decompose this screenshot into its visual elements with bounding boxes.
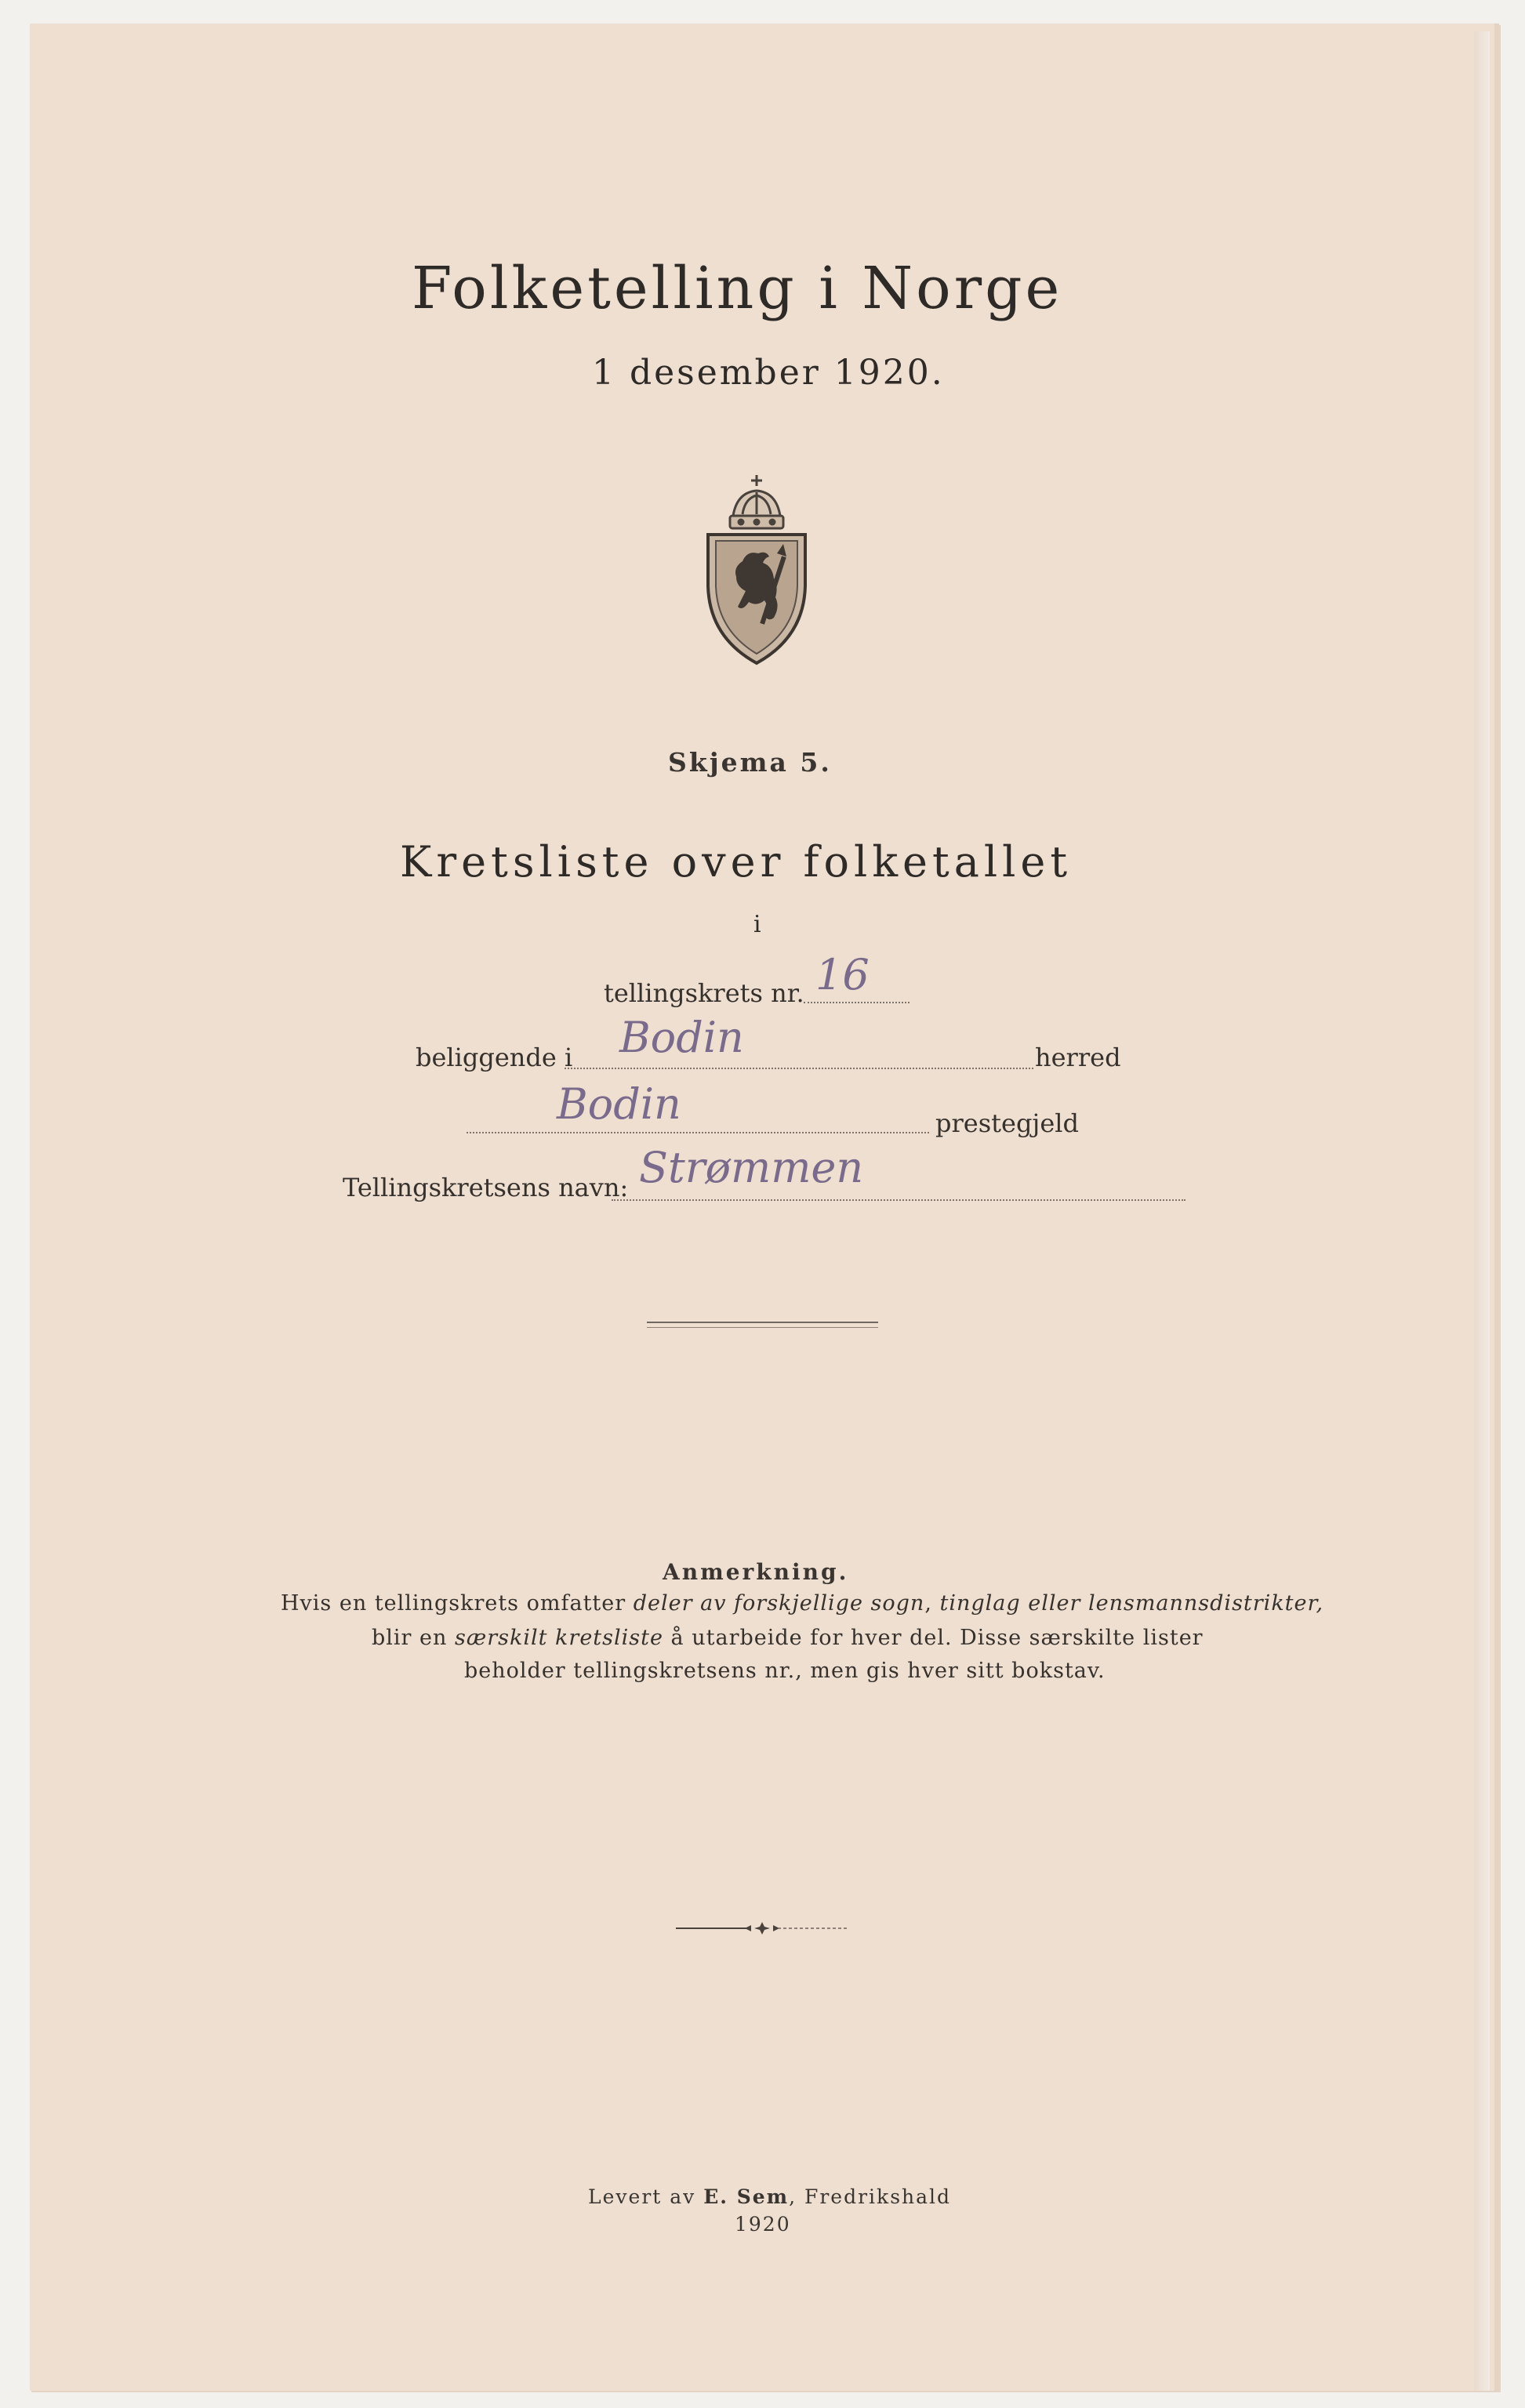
preposition-label: i (753, 911, 761, 938)
form-subtitle: Kretsliste over folketallet (400, 837, 1073, 887)
note-line-2 (372, 1626, 1204, 1650)
parish-value: Bodin (557, 1079, 681, 1129)
district-name-label: Tellingskretsens navn: (343, 1173, 629, 1202)
note-line-1 (281, 1591, 1323, 1616)
note-text: Hvis en tellingskrets omfatter (281, 1591, 634, 1616)
district-number-value: 16 (815, 950, 870, 999)
printer-year: 1920 (735, 2213, 791, 2236)
district-name-line (612, 1199, 1186, 1201)
schema-label: Skjema 5. (668, 747, 832, 778)
document-date: 1 desember 1920. (592, 353, 945, 393)
located-value: Bodin (619, 1013, 744, 1062)
printer-credit (588, 2185, 951, 2208)
district-name-value: Strømmen (639, 1143, 864, 1192)
note-line-3: beholder tellingskretsens nr., men gis hver sitt bokstav. (464, 1659, 1106, 1683)
parish-line (467, 1132, 929, 1133)
located-label: beliggende i (416, 1043, 573, 1072)
note-text: , (924, 1591, 940, 1616)
note-emphasis: tinglag eller lensmannsdistrikter, (939, 1591, 1324, 1616)
separator-rule-thin (647, 1327, 878, 1328)
note-emphasis: særskilt kretsliste (455, 1626, 663, 1650)
note-text: å utarbeide for hver del. Disse særskilte lister (663, 1626, 1204, 1650)
parish-label: prestegjeld (935, 1108, 1079, 1138)
coat-of-arms-icon (702, 469, 812, 666)
note-emphasis: deler av forskjellige sogn (633, 1591, 925, 1616)
ornament-divider-icon (676, 1920, 848, 1936)
district-number-label: tellingskrets nr. (604, 978, 804, 1008)
sheet-edge (1474, 31, 1490, 2391)
note-heading: Anmerkning. (663, 1559, 849, 1585)
document-title: Folketelling i Norge (412, 255, 1063, 322)
note-text: blir en (372, 1626, 455, 1650)
herred-label: herred (1035, 1043, 1121, 1072)
printer-prefix: Levert av (588, 2185, 704, 2208)
district-number-line (804, 1002, 910, 1003)
located-line (565, 1068, 1033, 1069)
separator-rule (647, 1322, 878, 1323)
printer-place: , Fredrikshald (789, 2185, 952, 2208)
printer-name: E. Sem (703, 2185, 790, 2208)
